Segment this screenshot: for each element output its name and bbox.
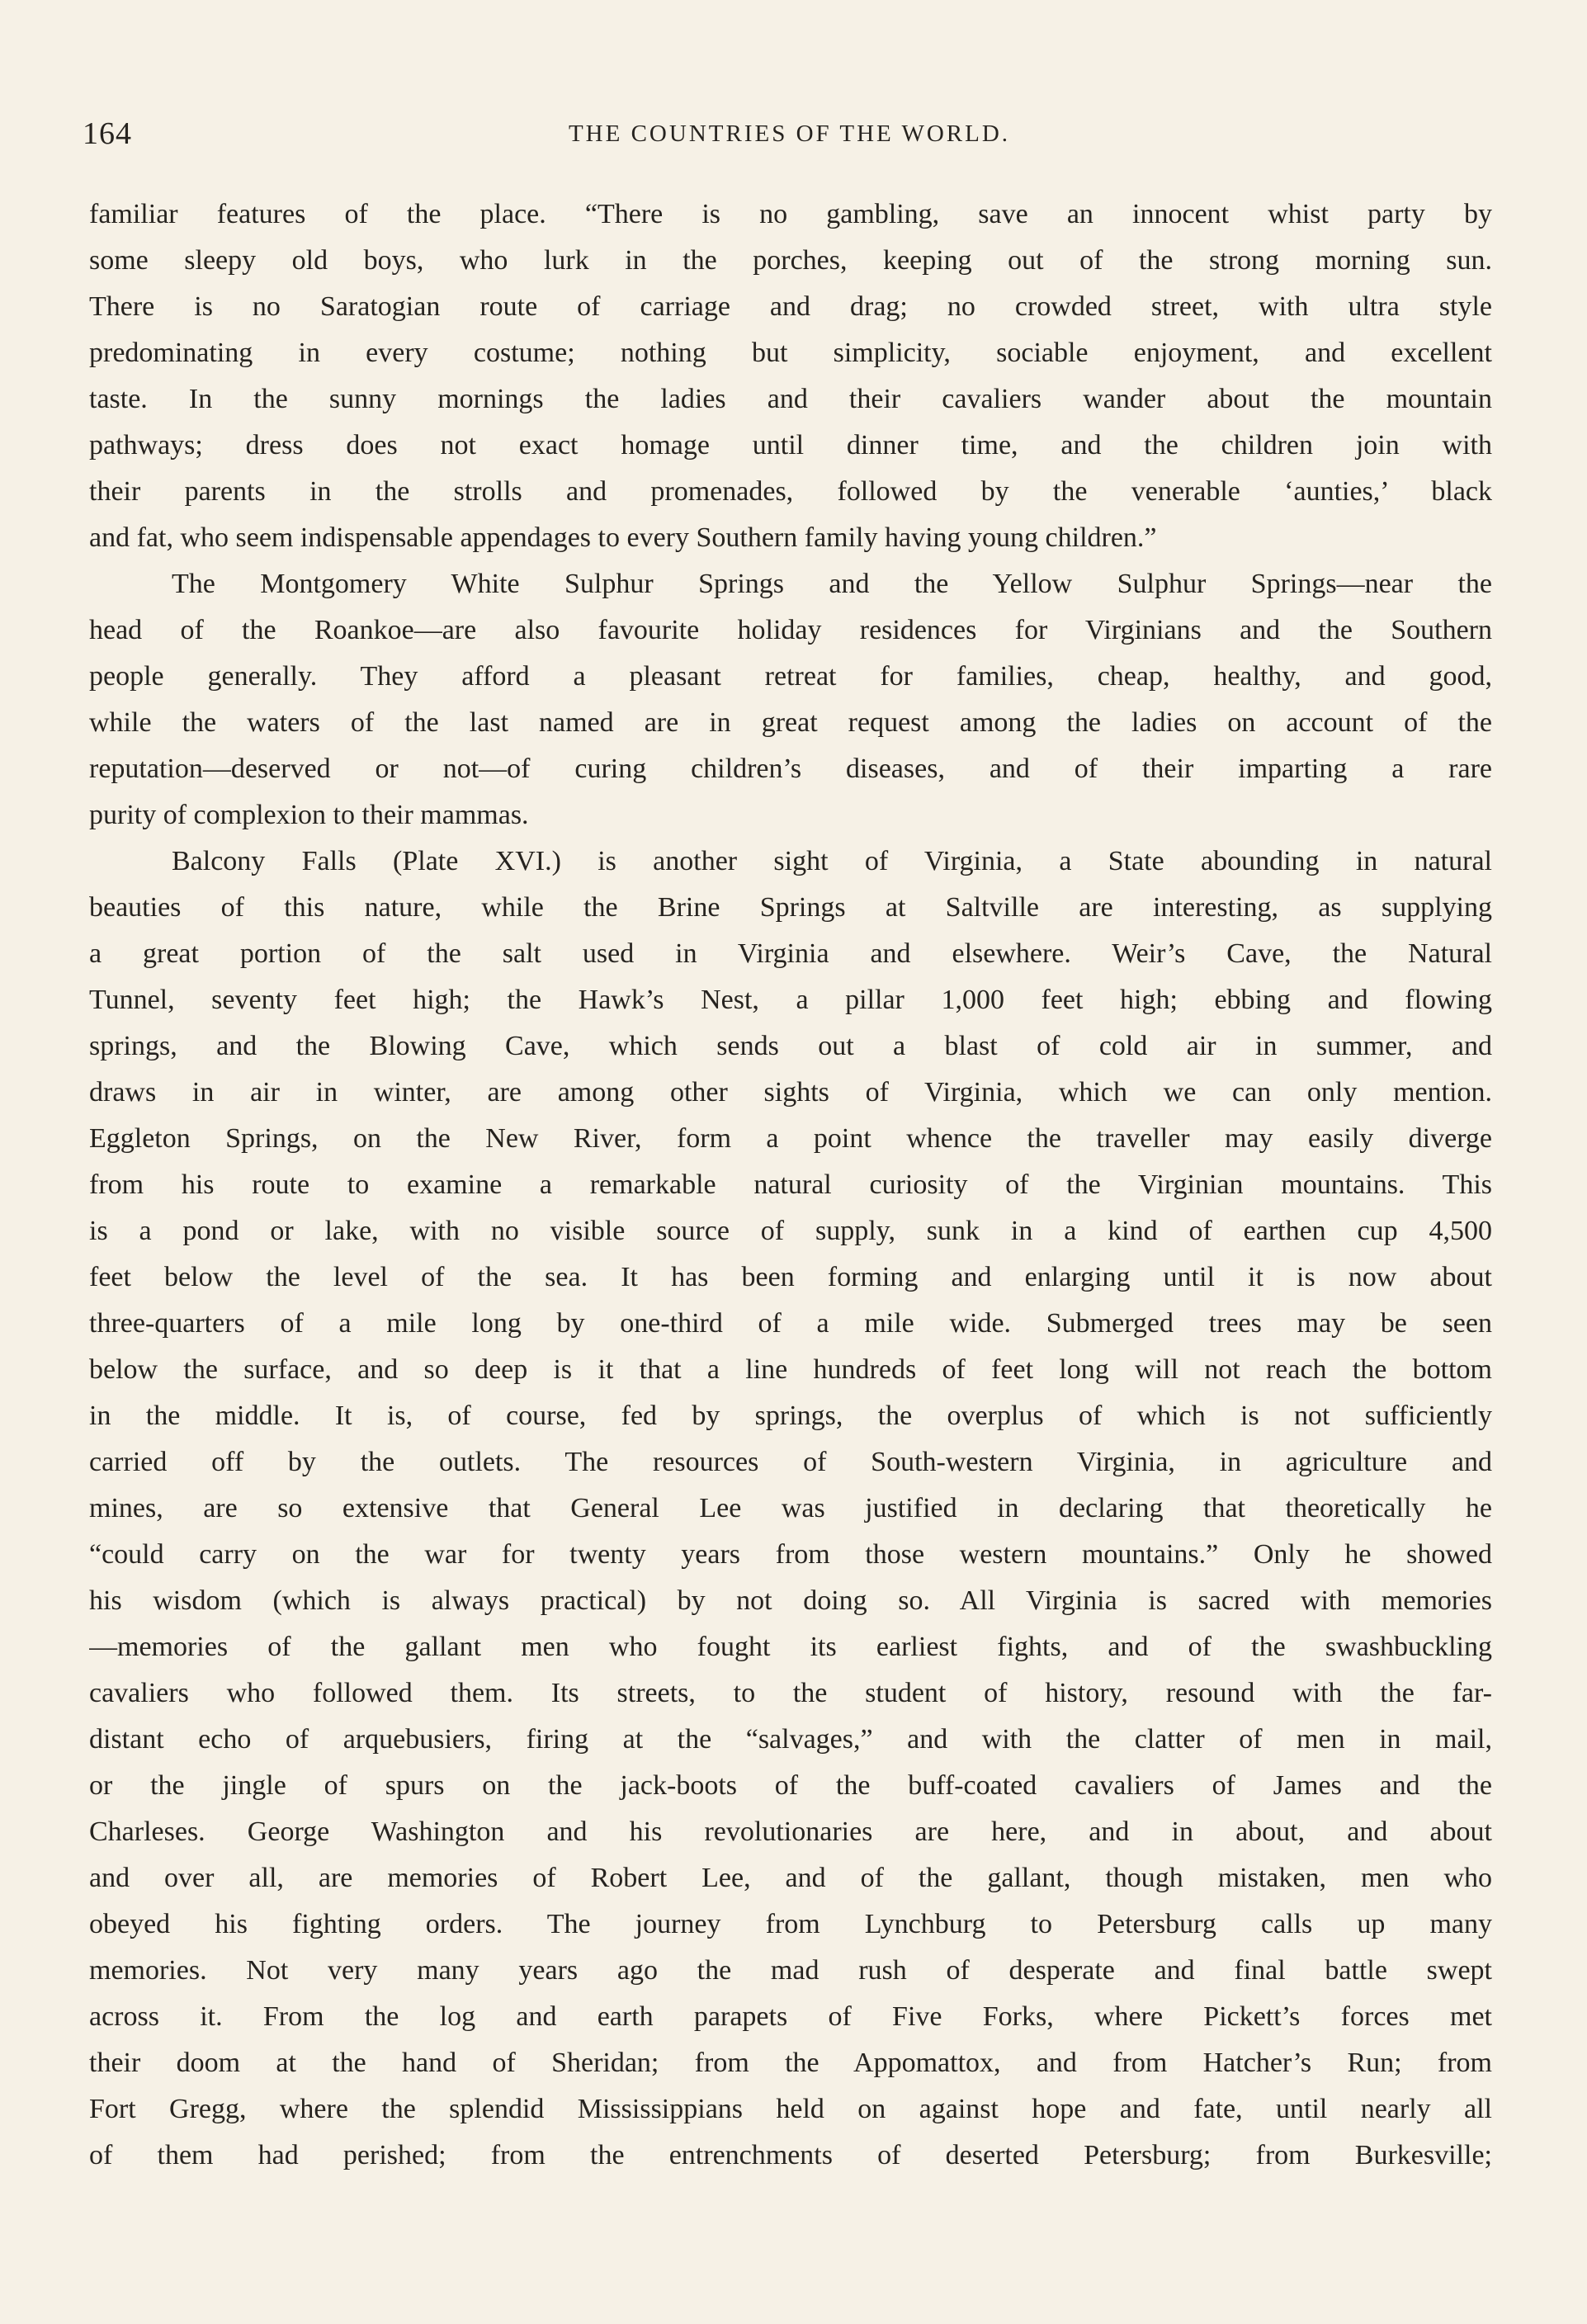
text-line: in the middle. It is, of course, fed by springs, the overplus of which is not sufficiently	[89, 1401, 1492, 1431]
text-line: Eggleton Springs, on the New River, form a point whence the traveller may easily diverge	[89, 1123, 1492, 1154]
text-line: Balcony Falls (Plate XVI.) is another sight of Virginia, a State abounding in natural	[172, 846, 1492, 876]
text-line: pathways; dress does not exact homage until dinner time, and the children join with	[89, 430, 1492, 461]
text-line: and over all, are memories of Robert Lee, and of the gallant, though mistaken, men who	[89, 1863, 1492, 1893]
text-line: their parents in the strolls and promenades, followed by the venerable ‘aunties,’ black	[89, 476, 1492, 507]
text-line: taste. In the sunny mornings the ladies and their cavaliers wander about the mountain	[89, 384, 1492, 414]
text-line: familiar features of the place. “There is no gambling, save an innocent whist party by	[89, 199, 1492, 229]
text-line: while the waters of the last named are in great request among the ladies on account of the	[89, 707, 1492, 738]
text-line: The Montgomery White Sulphur Springs and the Yellow Sulphur Springs—near the	[172, 569, 1492, 599]
text-line: his wisdom (which is always practical) by not doing so. All Virginia is sacred with memories	[89, 1585, 1492, 1616]
text-line: head of the Roankoe—are also favourite holiday residences for Virginians and the Southern	[89, 615, 1492, 645]
text-line: of them had perished; from the entrenchments of deserted Petersburg; from Burkesville;	[89, 2140, 1492, 2170]
text-line: from his route to examine a remarkable natural curiosity of the Virginian mountains. This	[89, 1169, 1492, 1200]
text-line: across it. From the log and earth parapets of Five Forks, where Pickett’s forces met	[89, 2001, 1492, 2032]
text-line: Tunnel, seventy feet high; the Hawk’s Nest, a pillar 1,000 feet high; ebbing and flowing	[89, 985, 1492, 1015]
running-header	[83, 116, 1496, 165]
text-line: below the surface, and so deep is it that a line hundreds of feet long will not reach the bottom	[89, 1354, 1492, 1385]
text-line: is a pond or lake, with no visible source of supply, sunk in a kind of earthen cup 4,500	[89, 1216, 1492, 1246]
text-line: cavaliers who followed them. Its streets, to the student of history, resound with the far-	[89, 1678, 1492, 1708]
text-line: memories. Not very many years ago the mad rush of desperate and final battle swept	[89, 1955, 1492, 1986]
text-line: reputation—deserved or not—of curing children’s diseases, and of their imparting a rare	[89, 753, 1492, 784]
page-number: 164	[83, 116, 132, 151]
text-line: springs, and the Blowing Cave, which sends out a blast of cold air in summer, and	[89, 1031, 1492, 1061]
text-line: Fort Gregg, where the splendid Mississippians held on against hope and fate, until nearly all	[89, 2094, 1492, 2124]
text-line: three-quarters of a mile long by one-third of a mile wide. Submerged trees may be seen	[89, 1308, 1492, 1339]
text-line: obeyed his fighting orders. The journey from Lynchburg to Petersburg calls up many	[89, 1909, 1492, 1939]
text-line: a great portion of the salt used in Virginia and elsewhere. Weir’s Cave, the Natural	[89, 938, 1492, 969]
text-line: purity of complexion to their mammas.	[89, 800, 529, 830]
text-line: and fat, who seem indispensable appendages to every Southern family having young children.”	[89, 522, 1157, 553]
text-line: distant echo of arquebusiers, firing at the “salvages,” and with the clatter of men in mail,	[89, 1724, 1492, 1755]
body-text	[89, 191, 1492, 2179]
text-line: carried off by the outlets. The resources of South-western Virginia, in agriculture and	[89, 1447, 1492, 1477]
text-line: beauties of this nature, while the Brine Springs at Saltville are interesting, as supplying	[89, 892, 1492, 923]
text-line: Charleses. George Washington and his revolutionaries are here, and in about, and about	[89, 1816, 1492, 1847]
text-line: their doom at the hand of Sheridan; from the Appomattox, and from Hatcher’s Run; from	[89, 2048, 1492, 2078]
text-line: There is no Saratogian route of carriage and drag; no crowded street, with ultra style	[89, 291, 1492, 322]
text-line: “could carry on the war for twenty years from those western mountains.” Only he showed	[89, 1539, 1492, 1570]
text-line: some sleepy old boys, who lurk in the porches, keeping out of the strong morning sun.	[89, 245, 1492, 276]
text-line: or the jingle of spurs on the jack-boots of the buff-coated cavaliers of James and the	[89, 1770, 1492, 1801]
text-line: predominating in every costume; nothing but simplicity, sociable enjoyment, and excellent	[89, 338, 1492, 368]
text-line: —memories of the gallant men who fought its earliest fights, and of the swashbuckling	[89, 1632, 1492, 1662]
running-title: THE COUNTRIES OF THE WORLD.	[568, 120, 1011, 147]
text-line: draws in air in winter, are among other sights of Virginia, which we can only mention.	[89, 1077, 1492, 1108]
text-line: people generally. They afford a pleasant retreat for families, cheap, healthy, and good,	[89, 661, 1492, 692]
text-line: feet below the level of the sea. It has been forming and enlarging until it is now about	[89, 1262, 1492, 1292]
text-line: mines, are so extensive that General Lee was justified in declaring that theoretically he	[89, 1493, 1492, 1523]
